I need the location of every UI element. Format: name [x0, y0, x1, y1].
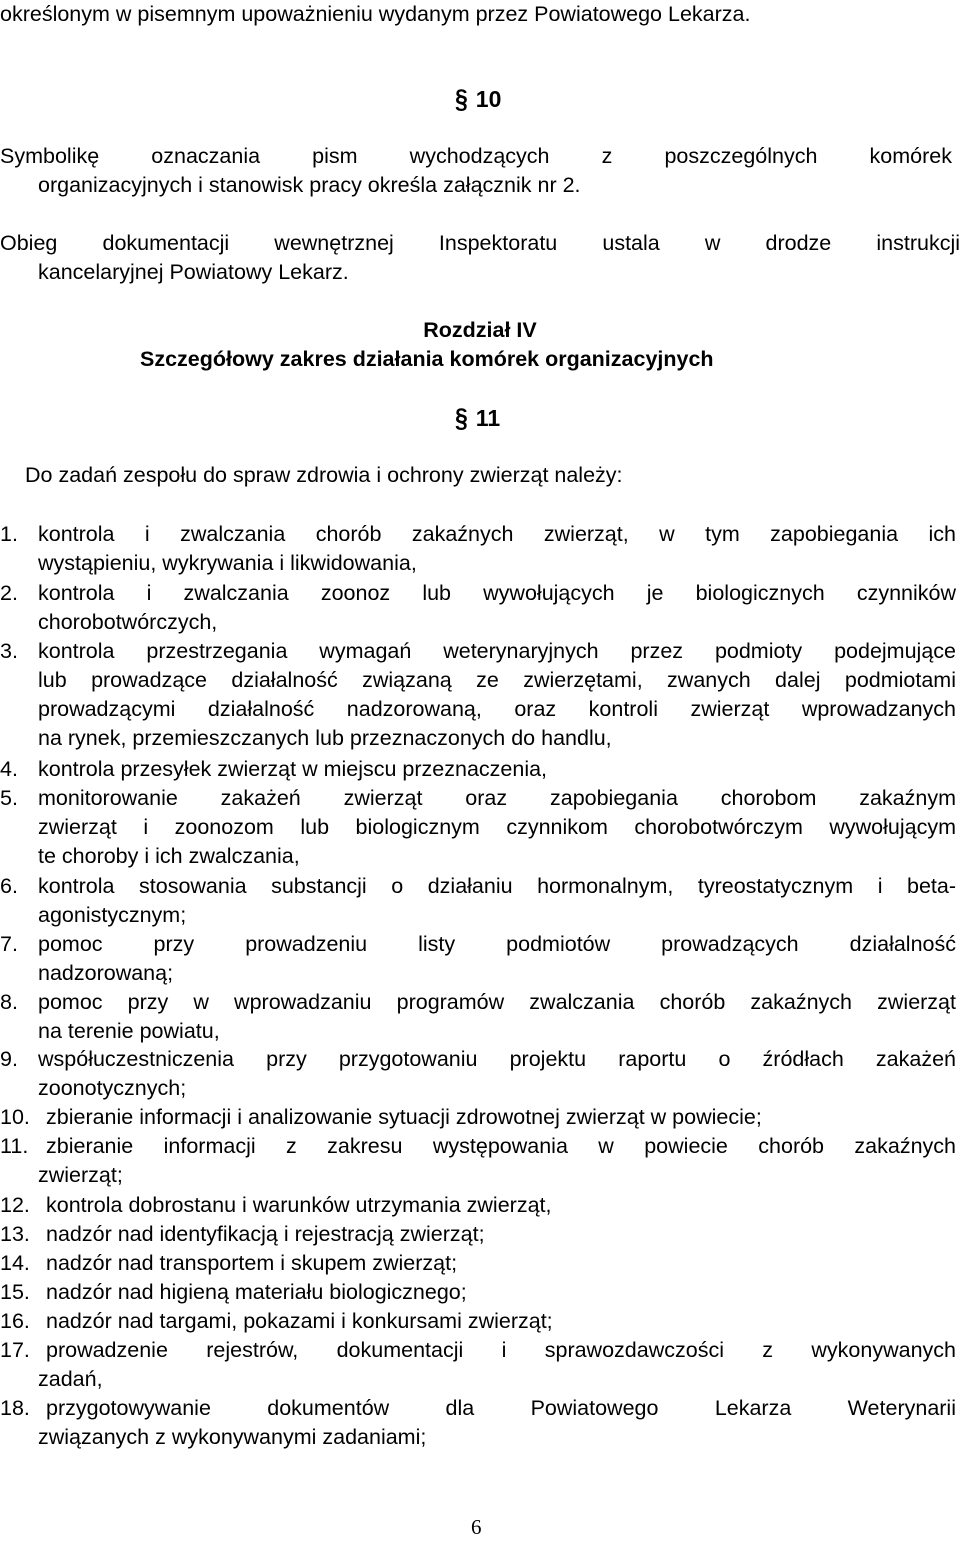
list-item-text-line: kontrola przestrzegania wymagań weterynaryjnych przez podmioty podejmujące — [38, 639, 956, 663]
list-item-text-line: związanych z wykonywanymi zadaniami; — [38, 1425, 427, 1449]
list-item-text-line: zoonotycznych; — [38, 1076, 187, 1100]
list-item-number: 12. — [0, 1193, 30, 1217]
list-item-number: 10. — [0, 1105, 30, 1129]
chapter-title: Rozdział IV — [423, 318, 537, 342]
list-item-number: 14. — [0, 1251, 30, 1275]
list-item-text-line: wystąpieniu, wykrywania i likwidowania, — [38, 551, 417, 575]
list-item-text-line: na terenie powiatu, — [38, 1019, 220, 1043]
list-item-number: 3. — [0, 639, 18, 663]
page-number: 6 — [471, 1515, 482, 1539]
list-item-number: 18. — [0, 1396, 30, 1420]
section-sign: § — [455, 83, 468, 114]
list-item-text-line: pomoc przy w wprowadzaniu programów zwalczania chorób zakaźnych zwierząt — [38, 990, 956, 1014]
chapter-subtitle: Szczegółowy zakres działania komórek organizacyjnych — [140, 347, 714, 371]
section-sign: § — [455, 402, 468, 433]
list-item-number: 9. — [0, 1047, 18, 1071]
section-10-para2-line2: kancelaryjnej Powiatowy Lekarz. — [38, 260, 349, 284]
section-10-para2-line1: Obieg dokumentacji wewnętrznej Inspektoratu ustala w drodze instrukcji — [0, 231, 960, 255]
list-item-number: 4. — [0, 757, 18, 781]
list-item-text-line: te choroby i ich zwalczania, — [38, 844, 300, 868]
section-11-heading — [455, 402, 501, 433]
list-item-text-line: nadzór nad identyfikacją i rejestracją zwierząt; — [46, 1222, 485, 1246]
list-item-text-line: zwierząt i zoonozom lub biologicznym czynnikom chorobotwórczym wywołującym — [38, 815, 956, 839]
list-item-text-line: kontrola stosowania substancji o działaniu hormonalnym, tyreostatycznym i beta- — [38, 874, 956, 898]
list-item-text-line: zwierząt; — [38, 1163, 123, 1187]
list-item-number: 8. — [0, 990, 18, 1014]
list-item-number: 16. — [0, 1309, 30, 1333]
list-item-text-line: pomoc przy prowadzeniu listy podmiotów prowadzących działalność — [38, 932, 956, 956]
list-item-number: 13. — [0, 1222, 30, 1246]
list-item-text-line: lub prowadzące działalność związaną ze zwierzętami, zwanych dalej podmiotami — [38, 668, 956, 692]
list-item-number: 5. — [0, 786, 18, 810]
list-item-text-line: kontrola dobrostanu i warunków utrzymania zwierząt, — [46, 1193, 552, 1217]
list-item-number: 2. — [0, 581, 18, 605]
list-item-text-line: prowadzenie rejestrów, dokumentacji i sprawozdawczości z wykonywanych — [46, 1338, 956, 1362]
continuation-line: określonym w pisemnym upoważnieniu wydanym przez Powiatowego Lekarza. — [0, 2, 751, 26]
section-11-number: 11 — [475, 405, 501, 431]
list-item-number: 6. — [0, 874, 18, 898]
section-10-para1-line2: organizacyjnych i stanowisk pracy określa załącznik nr 2. — [38, 173, 581, 197]
list-item-text-line: na rynek, przemieszczanych lub przeznaczonych do handlu, — [38, 726, 612, 750]
list-item-text-line: zbieranie informacji z zakresu występowania w powiecie chorób zakaźnych — [46, 1134, 956, 1158]
list-item-number: 11. — [0, 1134, 29, 1158]
list-item-text-line: zbieranie informacji i analizowanie sytuacji zdrowotnej zwierząt w powiecie; — [46, 1105, 762, 1129]
section-10-number: 10 — [475, 86, 502, 112]
list-item-text-line: chorobotwórczych, — [38, 610, 218, 634]
list-item-text-line: prowadzącymi działalność nadzorowaną, oraz kontroli zwierząt wprowadzanych — [38, 697, 956, 721]
list-item-number: 7. — [0, 932, 18, 956]
list-item-text-line: kontrola i zwalczania chorób zakaźnych zwierząt, w tym zapobiegania ich — [38, 522, 956, 546]
list-item-text-line: monitorowanie zakażeń zwierząt oraz zapobiegania chorobom zakaźnym — [38, 786, 956, 810]
section-11-intro: Do zadań zespołu do spraw zdrowia i ochrony zwierząt należy: — [25, 463, 623, 487]
list-item-text-line: kontrola i zwalczania zoonoz lub wywołujących je biologicznych czynników — [38, 581, 956, 605]
section-10-heading — [455, 83, 502, 114]
list-item-number: 1. — [0, 522, 18, 546]
list-item-text-line: nadzór nad higieną materiału biologicznego; — [46, 1280, 467, 1304]
list-item-text-line: nadzorowaną; — [38, 961, 174, 985]
section-10-para1-line1: Symbolikę oznaczania pism wychodzących z poszczególnych komórek — [0, 144, 952, 168]
list-item-number: 17. — [0, 1338, 30, 1362]
list-item-text-line: agonistycznym; — [38, 903, 187, 927]
list-item-text-line: przygotowywanie dokumentów dla Powiatowego Lekarza Weterynarii — [46, 1396, 956, 1420]
list-item-text-line: nadzór nad targami, pokazami i konkursami zwierząt; — [46, 1309, 553, 1333]
list-item-text-line: zadań, — [38, 1367, 103, 1391]
list-item-text-line: kontrola przesyłek zwierząt w miejscu przeznaczenia, — [38, 757, 548, 781]
list-item-number: 15. — [0, 1280, 30, 1304]
list-item-text-line: współuczestniczenia przy przygotowaniu projektu raportu o źródłach zakażeń — [38, 1047, 956, 1071]
list-item-text-line: nadzór nad transportem i skupem zwierząt; — [46, 1251, 458, 1275]
